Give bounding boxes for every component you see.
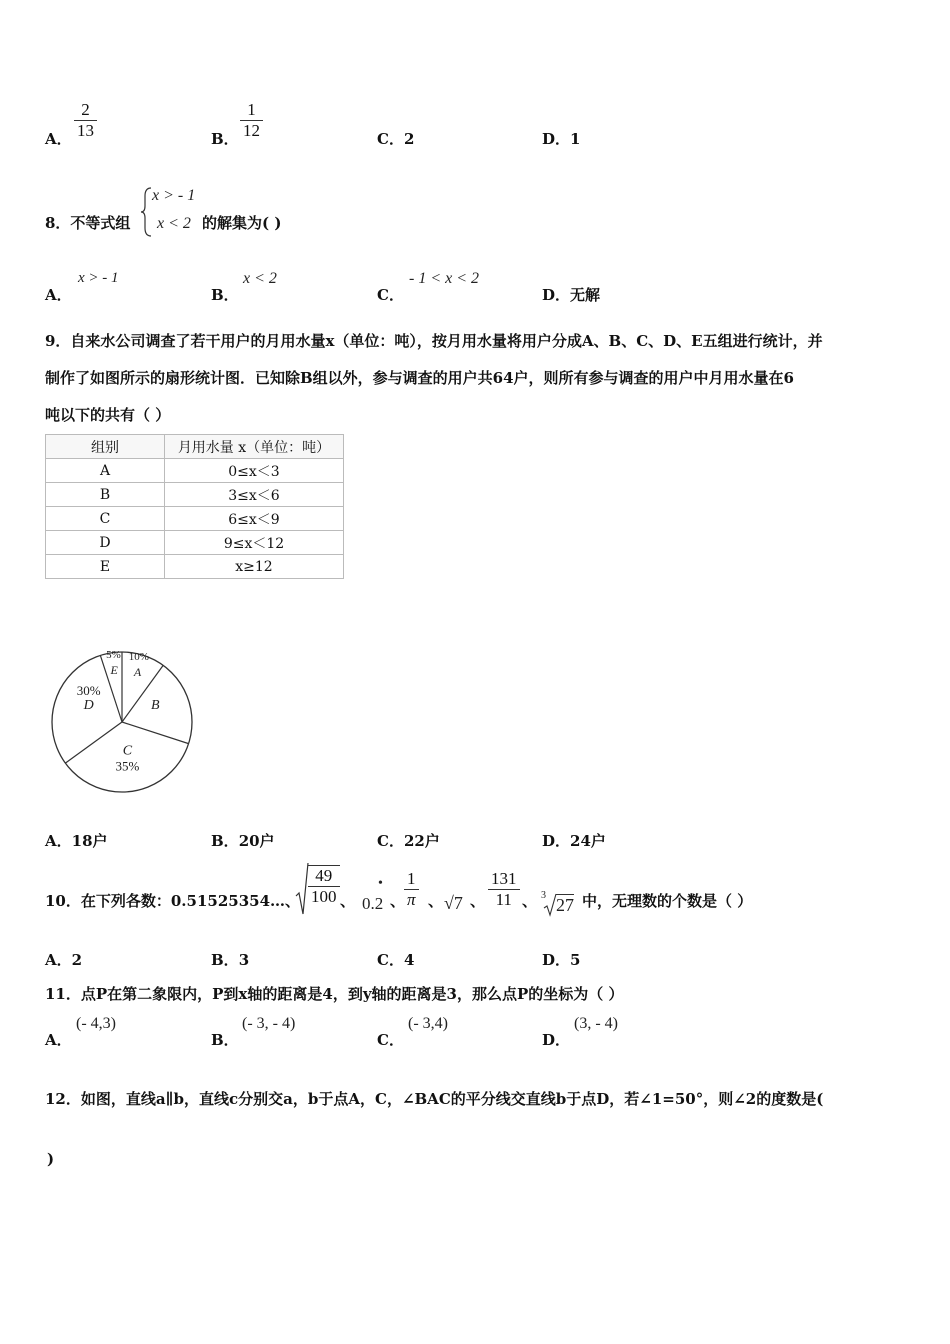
q10-option-a-value: 2 <box>71 951 83 969</box>
q11-text: 11．点P在第二象限内，P到x轴的距离是4，到y轴的距离是3，那么点P的坐标为（ ） <box>45 985 624 1003</box>
q8-option-d-value: 无解 <box>570 286 601 304</box>
table-cell: 9≤x＜12 <box>165 531 344 555</box>
q7-option-d-label: D． <box>542 130 571 148</box>
pie-slice-name-c: C <box>122 743 133 759</box>
q10-separator: 、 <box>390 892 406 910</box>
pie-slice-name-d: D <box>83 698 94 714</box>
table-cell: E <box>46 555 165 579</box>
pie-slice-percent-e: 5% <box>106 649 121 662</box>
table-cell: A <box>46 459 165 483</box>
table-header-row <box>46 435 344 459</box>
q9-option-d-value: 24户 <box>570 832 606 850</box>
q10-separator: 、 <box>340 892 356 910</box>
table-row <box>46 483 344 507</box>
q10-frac2-num: 131 <box>488 869 520 890</box>
q10-option-d-value: 5 <box>570 951 581 969</box>
q9-option-d <box>542 830 606 851</box>
pie-slice-name-b: B <box>151 698 160 714</box>
q8-option-b-value: x < 2 <box>243 270 277 287</box>
q10-option-c <box>377 949 414 970</box>
q9-text-line1: 9．自来水公司调查了若干用户的月用水量x（单位：吨），按月用水量将用户分成A、B、C、D、E五组进行统计，并 <box>45 332 823 350</box>
q7-option-d-value: 1 <box>570 130 581 148</box>
q9-option-d-label: D． <box>542 832 571 850</box>
q8-line1: x > - 1 <box>152 187 196 204</box>
q7-option-b-fraction <box>240 100 263 141</box>
q11-option-b-value: (- 3, - 4) <box>242 1015 296 1032</box>
q9-option-c <box>377 830 440 851</box>
q12-text: 12．如图，直线a∥b，直线c分别交a，b于点A，C，∠BAC的平分线交直线b于点D，若∠1=50°，则∠2的度数是( <box>45 1090 824 1108</box>
table-row <box>46 531 344 555</box>
q7-option-c-label: C． <box>377 130 404 148</box>
q7-option-a-fraction <box>74 100 97 141</box>
q10-option-c-value: 4 <box>403 951 415 969</box>
table-header-cell: 月用水量 x（单位：吨） <box>165 435 344 459</box>
pie-slice-percent-c: 35% <box>115 758 140 774</box>
q10-option-b-label: B． <box>211 951 239 969</box>
q10-sqrt7: √7 <box>444 893 463 913</box>
q10-repeating-dot: • <box>378 876 383 891</box>
table-cell: 3≤x＜6 <box>165 483 344 507</box>
pie-slice-percent-d: 30% <box>76 683 101 699</box>
q7-option-d <box>542 128 580 149</box>
table-row <box>46 555 344 579</box>
q11-option-a-label: A． <box>45 1031 72 1049</box>
q9-text-line3: 吨以下的共有（ ） <box>45 406 171 424</box>
table-header-cell: 组别 <box>46 435 165 459</box>
pie-slice-percent-a: 10% <box>128 651 149 664</box>
q10-suffix: 中，无理数的个数是（ ） <box>582 892 753 910</box>
table-cell: B <box>46 483 165 507</box>
q8-option-a-value: x > - 1 <box>78 270 119 286</box>
q10-sqrt-sign <box>295 862 309 916</box>
q9-option-a <box>45 830 108 851</box>
q8-line2: x < 2 <box>157 215 191 232</box>
pie-slice-name-e: E <box>110 663 118 678</box>
q11-option-b-label: B． <box>211 1031 239 1049</box>
q10-frac1-den: π <box>407 890 416 909</box>
q10-separator: 、 <box>522 892 538 910</box>
q7-option-b-num: 1 <box>240 100 263 121</box>
q10-fraction-131-over-11 <box>488 869 520 910</box>
q7-option-c-value: 2 <box>403 130 415 148</box>
q9-option-a-value: 18户 <box>71 832 108 850</box>
table-cell: 6≤x＜9 <box>165 507 344 531</box>
q9-option-c-label: C． <box>377 832 404 850</box>
q8-option-b-label: B． <box>211 286 239 304</box>
q7-option-a-label: A． <box>45 130 72 148</box>
q10-option-d <box>542 949 580 970</box>
q7-option-c <box>377 128 414 149</box>
q11-option-d-value: (3, - 4) <box>574 1015 618 1032</box>
q10-option-c-label: C． <box>377 951 404 969</box>
q10-option-a-label: A． <box>45 951 72 969</box>
q10-cbrt-radicand: 27 <box>556 895 574 915</box>
q10-separator: 、 <box>470 892 486 910</box>
q8-option-a-label: A． <box>45 286 72 304</box>
q7-option-a-den: 13 <box>77 121 94 140</box>
q10-frac1-num: 1 <box>404 869 419 890</box>
table-row <box>46 507 344 531</box>
q10-option-a <box>45 949 82 970</box>
q10-separator: 、 <box>428 892 444 910</box>
q7-option-b-label: B． <box>211 130 239 148</box>
q8-option-d-label: D． <box>542 286 571 304</box>
table-cell: D <box>46 531 165 555</box>
q12-close: ) <box>47 1150 55 1168</box>
q9-text-line2: 制作了如图所示的扇形统计图．已知除B组以外，参与调查的用户共64户，则所有参与调查的用户中月用水量在6 <box>45 369 794 387</box>
q11-option-c-label: C． <box>377 1031 404 1049</box>
table-cell: x≥12 <box>165 555 344 579</box>
q9-option-a-label: A． <box>45 832 72 850</box>
q10-frac2-den: 11 <box>495 890 512 909</box>
q7-option-a-num: 2 <box>74 100 97 121</box>
q11-option-d-label: D． <box>542 1031 571 1049</box>
q10-prefix: 10．在下列各数：0.51525354…、 <box>45 892 301 910</box>
q10-fraction-1-over-pi <box>404 869 419 910</box>
q9-option-b-value: 20户 <box>238 832 275 850</box>
q8-option-c-value: - 1 < x < 2 <box>409 270 480 287</box>
q8-suffix: 的解集为( ) <box>202 214 282 232</box>
pie-slice-name-a: A <box>133 665 142 680</box>
q10-cbrt-index: 3 <box>541 890 546 901</box>
q11-option-a-value: (- 4,3) <box>76 1015 116 1032</box>
q10-cbrt-sign <box>543 893 557 917</box>
q11-option-c-value: (- 3,4) <box>408 1015 448 1032</box>
table-cell: 0≤x＜3 <box>165 459 344 483</box>
q8-prefix: 8．不等式组 <box>45 214 131 232</box>
q10-sqrt-num: 49 <box>308 866 340 887</box>
q10-option-d-label: D． <box>542 951 571 969</box>
q10-repeating-decimal: 0.2 <box>362 894 384 913</box>
table-cell: C <box>46 507 165 531</box>
q10-sqrt-fraction <box>308 865 340 907</box>
q8-option-d <box>542 284 600 305</box>
q9-option-b-label: B． <box>211 832 239 850</box>
q7-option-b-den: 12 <box>243 121 260 140</box>
table-row <box>46 459 344 483</box>
q9-data-table <box>45 434 344 579</box>
q10-sqrt-den: 100 <box>311 887 337 906</box>
q9-option-c-value: 22户 <box>403 832 440 850</box>
q9-pie-chart <box>45 648 201 796</box>
q8-option-c-label: C． <box>377 286 404 304</box>
q10-option-b-value: 3 <box>238 951 250 969</box>
q9-option-b <box>211 830 275 851</box>
q10-option-b <box>211 949 249 970</box>
